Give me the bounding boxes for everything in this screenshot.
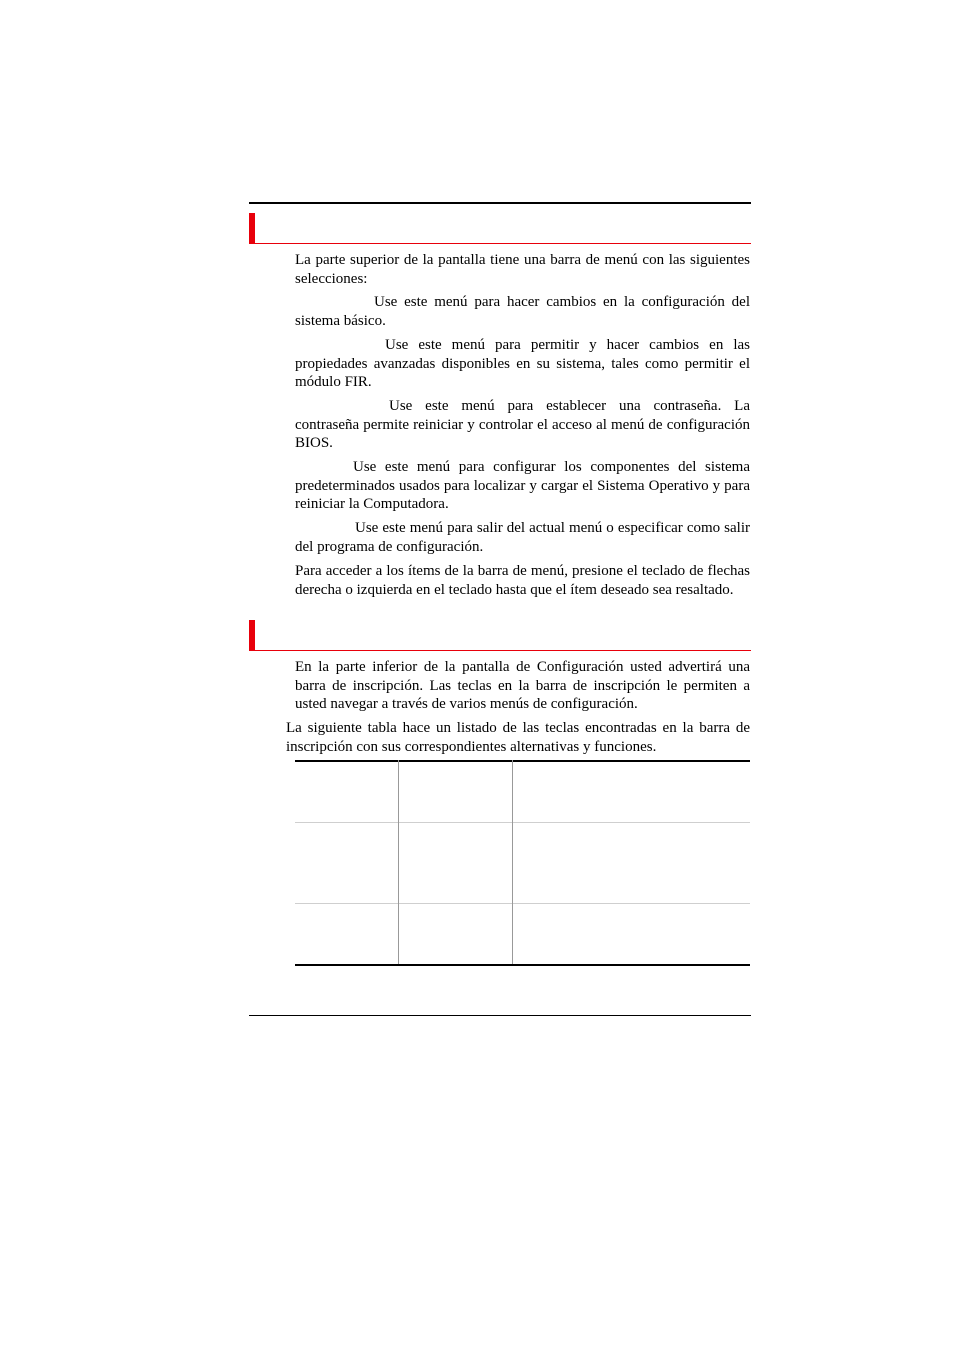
legend-keys-table xyxy=(295,760,750,965)
table-row xyxy=(295,760,750,822)
menu-item-boot-text: Use este menú para configurar los componentes del sistema predeterminados usados para localizar y cargar el Sistema Operativo y para reiniciar la Computadora. xyxy=(295,459,750,513)
menu-bar-intro: La parte superior de la pantalla tiene una barra de menú con las siguientes selecciones: xyxy=(295,252,750,287)
table-cell-function xyxy=(512,903,750,965)
footer-rule xyxy=(249,1015,751,1016)
table-cell-alternate xyxy=(398,822,512,903)
menu-item-security-desc xyxy=(295,397,750,453)
menu-item-main-text: Use este menú para hacer cambios en la configuración del sistema básico. xyxy=(295,294,750,329)
menu-item-advanced-text: Use este menú para permitir y hacer cambios en las propiedades avanzadas disponibles en su sistema, tales como permitir el módulo FIR. xyxy=(295,337,750,391)
section-marker-red-line xyxy=(249,243,751,244)
table-row xyxy=(295,903,750,965)
section-marker-menu-bar xyxy=(249,213,751,244)
section-marker-red-line xyxy=(249,650,751,651)
table-row xyxy=(295,822,750,903)
menu-item-security-text: Use este menú para establecer una contraseña. La contraseña permite reiniciar y controlar el acceso al menú de configuración BIOS. xyxy=(295,398,750,452)
table-cell-alternate xyxy=(398,903,512,965)
table-cell-key xyxy=(295,760,398,822)
section-marker-legend-bar xyxy=(249,620,751,651)
menu-item-exit-text: Use este menú para salir del actual menú o especificar como salir del programa de configuración. xyxy=(295,520,750,555)
table-cell-key xyxy=(295,822,398,903)
table-bottom-rule xyxy=(295,964,750,966)
menu-item-exit-desc xyxy=(295,519,750,556)
legend-table-intro: La siguiente tabla hace un listado de las teclas encontradas en la barra de inscripción con sus correspondientes alternativas y funciones. xyxy=(286,720,750,755)
menu-item-main-desc xyxy=(295,293,750,330)
menu-item-advanced-desc xyxy=(295,336,750,392)
section-marker-red-block xyxy=(249,213,255,244)
section-marker-red-block xyxy=(249,620,255,651)
header-rule xyxy=(249,202,751,204)
table-cell-function xyxy=(512,760,750,822)
table-cell-key xyxy=(295,903,398,965)
menu-item-boot-desc xyxy=(295,458,750,514)
legend-bar-intro: En la parte inferior de la pantalla de Configuración usted advertirá una barra de inscripción. Las teclas en la barra de inscripción le permiten a usted navegar a través de varios menús de configuración. xyxy=(295,659,750,713)
table-cell-function xyxy=(512,822,750,903)
menu-bar-navigation-note: Para acceder a los ítems de la barra de menú, presione el teclado de flechas derecha o izquierda en el teclado hasta que el ítem deseado sea resaltado. xyxy=(295,563,750,598)
table-cell-alternate xyxy=(398,760,512,822)
